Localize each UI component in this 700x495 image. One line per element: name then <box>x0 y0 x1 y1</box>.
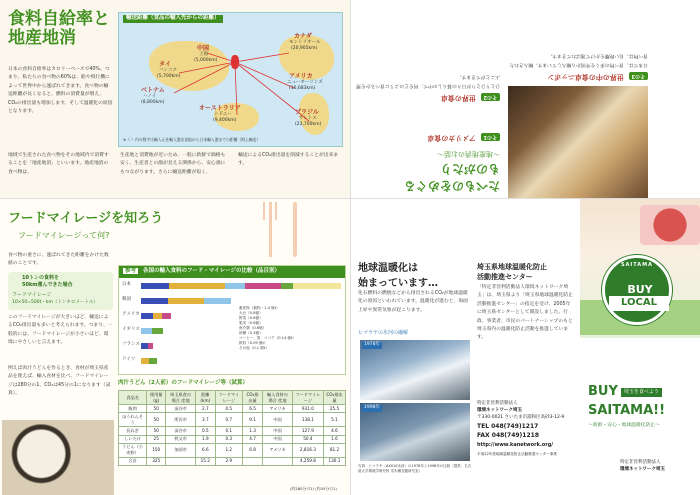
buy-local-logo <box>602 255 672 325</box>
main-title-line3: ～地産地消のお話～ <box>437 150 500 159</box>
table-cell: 0.7 <box>215 413 242 427</box>
table-cell: 2.7 <box>195 405 215 413</box>
horizontal-fold-line <box>0 198 700 199</box>
table-cell: 931.0 <box>292 405 323 413</box>
table-cell: 150 <box>147 443 166 457</box>
table-row <box>119 443 346 457</box>
table-header: フードマイレージ <box>292 391 323 405</box>
table-cell: 138.1 <box>292 413 323 427</box>
bar-japan <box>141 283 341 289</box>
formula: 10×50=500t・km（トンキロメートル） <box>12 300 98 305</box>
glacier-year-1998: 1998年 <box>364 405 380 410</box>
table-cell: 1.2 <box>215 443 242 457</box>
table-header: 輸入食材の場合 産地 <box>263 391 293 405</box>
table-cell: 5.1 <box>323 413 345 427</box>
contact-block <box>477 400 577 458</box>
section1-title-line2: 地産地消 <box>8 28 76 48</box>
legend-item: 飲料（0.09 億t） <box>239 341 268 345</box>
cover-issuer <box>620 460 698 473</box>
map-title: 輸送距離（食品の輸入先からの距離） <box>123 15 223 23</box>
chart-header <box>119 266 345 278</box>
item3-block <box>508 51 648 82</box>
fork-knife-decoration <box>255 202 315 257</box>
map-place-vietnam: ベトナム <box>141 87 165 94</box>
table-header: 食品名 <box>119 391 147 405</box>
chart-title: 各国の輸入食料のフード・マイレージの比較（品目別） <box>142 268 281 274</box>
address: 〒330-0021 さいたま市浦和区高砂3-12-9 <box>477 415 565 421</box>
meat-photo <box>640 205 700 245</box>
table-cell: 6.8 <box>242 443 262 457</box>
table-row <box>119 435 346 443</box>
section1-body3: 生産地と消費地が近いため、一般に新鮮で価格も安く、生産者との顔が見える関係から、安心感にもつながります。さらに輸送距離が短く、 <box>120 153 226 175</box>
table-cell: 3.7 <box>195 413 215 427</box>
cover-big-title1: BUY <box>588 384 618 399</box>
legend-item: 野菜（0.6億） <box>239 316 263 320</box>
table-cell: 1.6 <box>323 435 345 443</box>
section2-title: フードマイレージを知ろう <box>8 211 164 226</box>
table-header: フードマイレージ <box>215 391 242 405</box>
section2-body1: 食べ物の重さに、運ばれてきた距離をかけた数値のことです。 <box>8 253 109 267</box>
table-cell: 4.6 <box>323 427 345 435</box>
bar-usa <box>141 313 171 319</box>
section2-body2: このフードマイレージが大きいほど、輸送によるCO₂排出量も多いと考えられます。つまり、一般的には、フードマイレージが小さいほど、環境にやさしいと言えます。 <box>8 315 113 346</box>
cover-badge: 埼玉を食べよう <box>621 388 662 397</box>
udon-mileage-table <box>118 390 346 466</box>
table-cell: 50 <box>147 413 166 427</box>
country-label: フランス <box>122 342 140 347</box>
udon-photo <box>2 420 114 495</box>
table-header-row <box>119 391 346 405</box>
table-header: CO₂排出量 <box>323 391 345 405</box>
table-cell: 1.9 <box>195 435 215 443</box>
table-cell <box>263 457 293 465</box>
fork-icon <box>255 202 315 257</box>
map-place-canada-sub: モントリオール <box>289 40 321 45</box>
table-header: 距離(km) <box>195 391 215 405</box>
map-place-usa: アメリカ <box>289 73 313 80</box>
legend-item: 果実（0.6億） <box>239 321 263 325</box>
glacier-photo-1978 <box>360 340 470 400</box>
map-place-usa-sub: ニューオーリンズ <box>287 80 323 85</box>
glacier-photo-1998 <box>360 403 470 461</box>
table-cell: 325 <box>147 457 166 465</box>
section4-title <box>477 262 547 282</box>
table-cell: うどん（小麦粉） <box>119 443 147 457</box>
item1-number: その1 <box>481 133 500 141</box>
rotated-body-top: ひとりひとりが日々の暮らしの中で、何をどのように食べるかを選ぶことができます。 <box>356 74 500 88</box>
map-place-australia: オーストラリア <box>199 105 241 112</box>
table-cell <box>242 457 262 465</box>
table-cell: 深谷市 <box>166 427 196 435</box>
section1-body4: 輸送によるCO₂排出量を削減することが出来ます。 <box>238 153 339 167</box>
main-title-block <box>355 72 500 194</box>
rotated-panel <box>350 0 700 198</box>
map-place-thailand-sub: バンコク <box>159 68 177 73</box>
table-cell: ほうれんそう <box>119 413 147 427</box>
bar-korea <box>141 298 231 304</box>
section3-title <box>358 262 438 291</box>
chart-legend <box>239 306 296 351</box>
section4-body: 「特定非営利活動法人環境ネットワーク埼玉」は、埼玉県より「埼玉県地球温暖化防止活動推進センター」の指定を受け、2005年に埼玉県センターとして開設しました。行政、事業者、市民のパートナーシップのもと埼玉県内の温暖化防止活動を推進しています。 <box>477 285 573 341</box>
legend-item: 大豆（0.8億） <box>239 311 263 315</box>
table-cell: 4.7 <box>242 435 262 443</box>
table-cell: 25.5 <box>323 405 345 413</box>
table-cell: 2.9 <box>215 457 242 465</box>
table-cell: 豚肉 <box>119 405 147 413</box>
table-header: CO₂排出量 <box>242 391 262 405</box>
udon-table-title: 肉汁うどん（2人前）のフードマイレージ等（試算） <box>118 380 248 386</box>
cover-big-title2: SAITAMA!! <box>588 402 666 418</box>
country-label: 韓国 <box>122 297 131 302</box>
section1-body2: 地域で生産された食べ物をその地域内で消費することを「地産地消」といいます。地産地消の食べ物は、 <box>8 153 109 175</box>
table-cell: 0.3 <box>215 435 242 443</box>
legend-item: その他（0.1 億t） <box>239 346 269 350</box>
fax: FAX 048(749)1218 <box>477 432 540 440</box>
table-cell: 15.2 <box>195 457 215 465</box>
table-cell: 所沢市 <box>166 413 196 427</box>
org-label: 特定非営利活動法人 <box>477 401 518 406</box>
table-cell: 中国 <box>263 427 293 435</box>
family-food-photo <box>508 86 648 198</box>
country-label: イギリス <box>122 327 140 332</box>
formula-label: フードマイレージ <box>12 292 52 298</box>
photo-credit: 写真：ヒマラヤ（AX010氷河）の1978年と1998年の比較（提供：名古屋大学環境学研究科 雪氷圏変動研究室） <box>358 464 472 474</box>
food-mileage-chart <box>118 265 346 375</box>
table-cell: アメリカ <box>263 443 293 457</box>
map-place-canada-km: (20,905km) <box>291 46 318 51</box>
table-cell: 4,259.8 <box>292 457 323 465</box>
logo-banner: SAITAMA <box>620 262 654 268</box>
map-place-vietnam-km: (8,800km) <box>141 100 165 105</box>
section4-title-line1: 埼玉県地球温暖化防止 <box>477 263 547 271</box>
map-caption: ※（ ）内の数字は輸入元を輸入港出発地から日本輸入港までの距離（海上輸送） <box>123 137 261 142</box>
table-cell: 50 <box>147 405 166 413</box>
table-cell: 50.4 <box>292 435 323 443</box>
country-label: 日本 <box>122 282 131 287</box>
table-cell: 中国 <box>263 435 293 443</box>
section3-body: 化石燃料の燃焼などから排出されるCO₂が地球温暖化の原因といわれています。温暖化が進むと、海面上昇や異常気象が起こります。 <box>358 291 468 313</box>
item2-number: その2 <box>481 93 500 101</box>
table-header: 使用量(g) <box>147 391 166 405</box>
table-ratio-note: (約280分の1) (約45分の1) <box>290 486 337 491</box>
table-cell: 0.5 <box>215 405 242 413</box>
section1-title <box>8 10 110 48</box>
map-place-brazil: ブラジル <box>295 109 319 116</box>
table-cell: 加須市 <box>166 443 196 457</box>
section2-body3: 例えば肉汁うどんを作るとき、食材が埼玉県産品を使えば、輸入食材を比べ、フードマイレージは280分の1、CO₂は45分の1になります（試算）。 <box>8 366 111 397</box>
map-place-china-km: (5,000km) <box>194 58 218 63</box>
table-cell: 9.1 <box>242 413 262 427</box>
example-line1: 10トンの食料を <box>22 275 59 281</box>
map-place-australia-sub: シドニー <box>214 112 232 117</box>
table-cell: 0.5 <box>195 427 215 435</box>
section2-subtitle: フードマイレージって何? <box>18 231 110 240</box>
table-cell: 6.6 <box>195 443 215 457</box>
legend-item: コーヒー、茶、ココア（0.14 億t） <box>239 336 296 340</box>
bar-uk <box>141 328 163 334</box>
map-place-china-sub: 上海 <box>199 52 208 57</box>
table-cell: 81.2 <box>323 443 345 457</box>
website-link[interactable]: http://www.kanetwork.org/ <box>477 441 554 448</box>
org-name: 環境ネットワーク埼玉 <box>477 408 522 414</box>
cover-title <box>588 383 698 430</box>
map-place-vietnam-sub: ハノイ <box>143 94 157 99</box>
table-cell: 1.3 <box>242 427 262 435</box>
table-cell: 中国 <box>263 413 293 427</box>
example-box <box>8 272 113 310</box>
cover-slogan: ～新鮮・安心・地球温暖化防止～ <box>588 422 660 428</box>
main-title-line2: ものがたり <box>439 161 500 176</box>
table-cell: アメリカ <box>263 405 293 413</box>
table-cell: 6.5 <box>242 405 262 413</box>
legend-item: 畜産物（穀物・1.4 億t） <box>239 306 280 310</box>
map-place-canada: カナダ <box>294 33 312 40</box>
map-place-thailand: タイ <box>159 61 171 68</box>
map-place-usa-km: (16,683km) <box>289 86 316 91</box>
cover-issuer-name: 環境ネットワーク埼玉 <box>620 466 665 472</box>
table-row <box>119 405 346 413</box>
bar-france <box>141 343 153 349</box>
map-place-brazil-km: (23,700km) <box>295 122 322 127</box>
section1-title-line1: 食料自給率と <box>8 9 110 29</box>
country-label: アメリカ <box>122 312 140 317</box>
table-cell: 50 <box>147 427 166 435</box>
main-title-line1: たべものをめぐる <box>403 179 500 193</box>
table-cell: 0.1 <box>215 427 242 435</box>
vertical-fold-line <box>350 0 351 495</box>
table-cell: 合計 <box>119 457 147 465</box>
country-label: ドイツ <box>122 357 136 362</box>
bar-germany <box>141 358 157 364</box>
table-cell: 130.1 <box>323 457 345 465</box>
logo-line2: LOCAL <box>609 296 669 311</box>
logo-line1: BUY <box>627 283 653 296</box>
table-cell: 2,816.3 <box>292 443 323 457</box>
tel: TEL 048(749)1217 <box>477 422 539 430</box>
map-place-china: 中国 <box>197 45 210 52</box>
legend-item: 魚介類（0.6億） <box>239 326 267 330</box>
transport-distance-map <box>118 12 343 147</box>
legend-item: 砂糖（0.3億） <box>239 331 263 335</box>
chart-tag: 参考 <box>125 268 137 274</box>
section4-title-line2: 活動推進センター <box>477 273 533 282</box>
item3-number: その3 <box>629 72 648 80</box>
map-place-australia-km: (9,400km) <box>213 118 237 123</box>
section3-title-line2: 始まっています… <box>358 277 438 289</box>
rotated-body-top2: 日本では、食べ物の多くを外国から輸入しています。輸入された食べ物は、長い距離をかけて運ばれてきます。 <box>509 53 648 67</box>
table-cell: 127.9 <box>292 427 323 435</box>
table-cell: 深谷市 <box>166 405 196 413</box>
table-total-row <box>119 457 346 465</box>
glacier-year-1978: 1978年 <box>364 342 380 347</box>
table-header: 埼玉県産の場合 産地 <box>166 391 196 405</box>
himalaya-caption: ヒマラヤの氷河の融解 <box>358 330 409 336</box>
footer-note: 平成22年度地球温暖化防止活動推進センター事業 <box>477 451 557 456</box>
map-place-brazil-sub: サントス <box>299 116 317 121</box>
cover-issuer-label: 特定非営利活動法人 <box>620 460 661 465</box>
table-row <box>119 427 346 435</box>
example-line2: 50km運んできた場合 <box>22 282 73 288</box>
item1-title: アメリカの食卓 <box>427 134 476 143</box>
table-cell: 25 <box>147 435 166 443</box>
item3-title: 世界の中の食卓ニッポン <box>547 73 624 81</box>
table-cell <box>166 457 196 465</box>
item2-title: 世界の食卓 <box>440 93 476 102</box>
table-cell: 秩父市 <box>166 435 196 443</box>
table-cell: しいたけ <box>119 435 147 443</box>
section3-title-line1: 地球温暖化は <box>358 263 418 274</box>
table-row <box>119 413 346 427</box>
table-cell: 長ねぎ <box>119 427 147 435</box>
map-place-thailand-km: (5,700km) <box>157 74 181 79</box>
section1-body1: 日本の食料自給率はカロリーベースで40%。つまり、私たちの食べ物の60%は、船や飛行機によって世界中から運ばれてきます。食べ物の輸送距離が長くなると、燃料の消費量が増え、CO₂の排出量も増加します。そして温暖化の原因となります。 <box>8 67 113 114</box>
